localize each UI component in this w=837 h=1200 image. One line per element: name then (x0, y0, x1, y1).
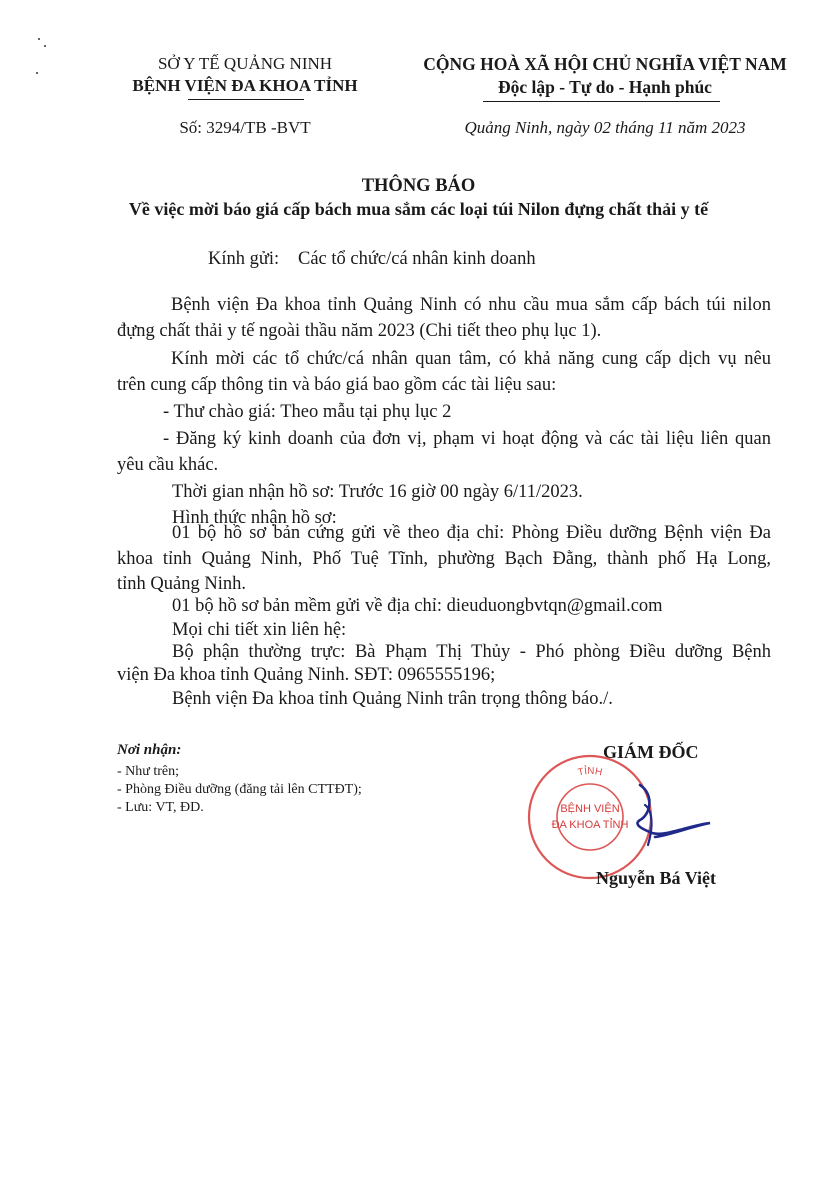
org-underline (188, 99, 304, 100)
recipients-item: - Phòng Điều dưỡng (đăng tải lên CTTĐT); (117, 782, 362, 797)
scan-speck (36, 72, 38, 74)
paragraph-line: tỉnh Quảng Ninh. (117, 574, 246, 594)
paragraph-line: khoa tỉnh Quảng Ninh, Phố Tuệ Tĩnh, phường Bạch Đằng, thành phố Hạ Long, (117, 549, 771, 569)
stamp-top-text: TỈNH (576, 765, 604, 779)
org-name: BỆNH VIỆN ĐA KHOA TỈNH (132, 76, 358, 95)
paragraph-line: viện Đa khoa tỉnh Quảng Ninh. SĐT: 0965555196; (117, 665, 496, 685)
document-subject: Về việc mời báo giá cấp bách mua sắm các loại túi Nilon đựng chất thải y tế (128, 199, 709, 219)
document-title: THÔNG BÁO (361, 176, 476, 196)
place-date: Quảng Ninh, ngày 02 tháng 11 năm 2023 (464, 118, 746, 137)
scan-speck (38, 38, 40, 40)
list-item: - Đăng ký kinh doanh của đơn vị, phạm vi hoạt động và các tài liệu liên quan (163, 429, 771, 449)
signer-role: GIÁM ĐỐC (603, 742, 699, 762)
paragraph-line: Bệnh viện Đa khoa tỉnh Quảng Ninh có nhu cầu mua sắm cấp bách túi nilon (171, 295, 771, 315)
paragraph-line: Kính mời các tổ chức/cá nhân quan tâm, có khả năng cung cấp dịch vụ nêu (171, 349, 771, 369)
document-number: Số: 3294/TB -BVT (179, 118, 311, 137)
recipients-title: Nơi nhận: (117, 742, 182, 758)
list-item-continuation: yêu cầu khác. (117, 455, 219, 475)
national-motto: CỘNG HOÀ XÃ HỘI CHỦ NGHĨA VIỆT NAM (423, 54, 787, 74)
handwritten-signature (610, 775, 730, 865)
paragraph-line: trên cung cấp thông tin và báo giá bao gồm các tài liệu sau: (117, 375, 557, 395)
recipients-item: - Như trên; (117, 764, 180, 779)
contact-label: Mọi chi tiết xin liên hệ: (172, 620, 347, 640)
list-item: - Thư chào giá: Theo mẫu tại phụ lục 2 (163, 402, 452, 422)
email-line: 01 bộ hồ sơ bản mềm gửi về địa chỉ: dieuduongbvtqn@gmail.com (172, 596, 663, 616)
recipient-label: Kính gửi: (208, 249, 280, 269)
stamp-center-line: ĐA KHOA TỈNH (551, 819, 629, 831)
slogan-underline (483, 101, 720, 102)
submission-form-label: Hình thức nhận hồ sơ: (172, 508, 337, 528)
recipients-item: - Lưu: VT, ĐD. (117, 800, 204, 815)
svg-text:TỈNH (577, 764, 603, 778)
paragraph-line: 01 bộ hồ sơ bản cứng gửi về theo địa chỉ: Phòng Điều dưỡng Bệnh viện Đa (172, 523, 771, 543)
national-slogan: Độc lập - Tự do - Hạnh phúc (498, 77, 712, 97)
closing-line: Bệnh viện Đa khoa tỉnh Quảng Ninh trân trọng thông báo./. (172, 689, 613, 709)
org-parent: SỞ Y TẾ QUẢNG NINH (157, 54, 333, 73)
recipient-value: Các tổ chức/cá nhân kinh doanh (298, 249, 536, 269)
paragraph-line: Bộ phận thường trực: Bà Phạm Thị Thủy - Phó phòng Điều dưỡng Bệnh (172, 642, 771, 662)
stamp-center-line: BỆNH VIỆN (560, 803, 620, 815)
signer-name: Nguyễn Bá Việt (596, 868, 717, 888)
scan-speck (44, 45, 46, 47)
paragraph-line: đựng chất thải y tế ngoài thầu năm 2023 (Chi tiết theo phụ lục 1). (117, 321, 602, 341)
deadline-text: Thời gian nhận hồ sơ: Trước 16 giờ 00 ngày 6/11/2023. (172, 482, 583, 502)
